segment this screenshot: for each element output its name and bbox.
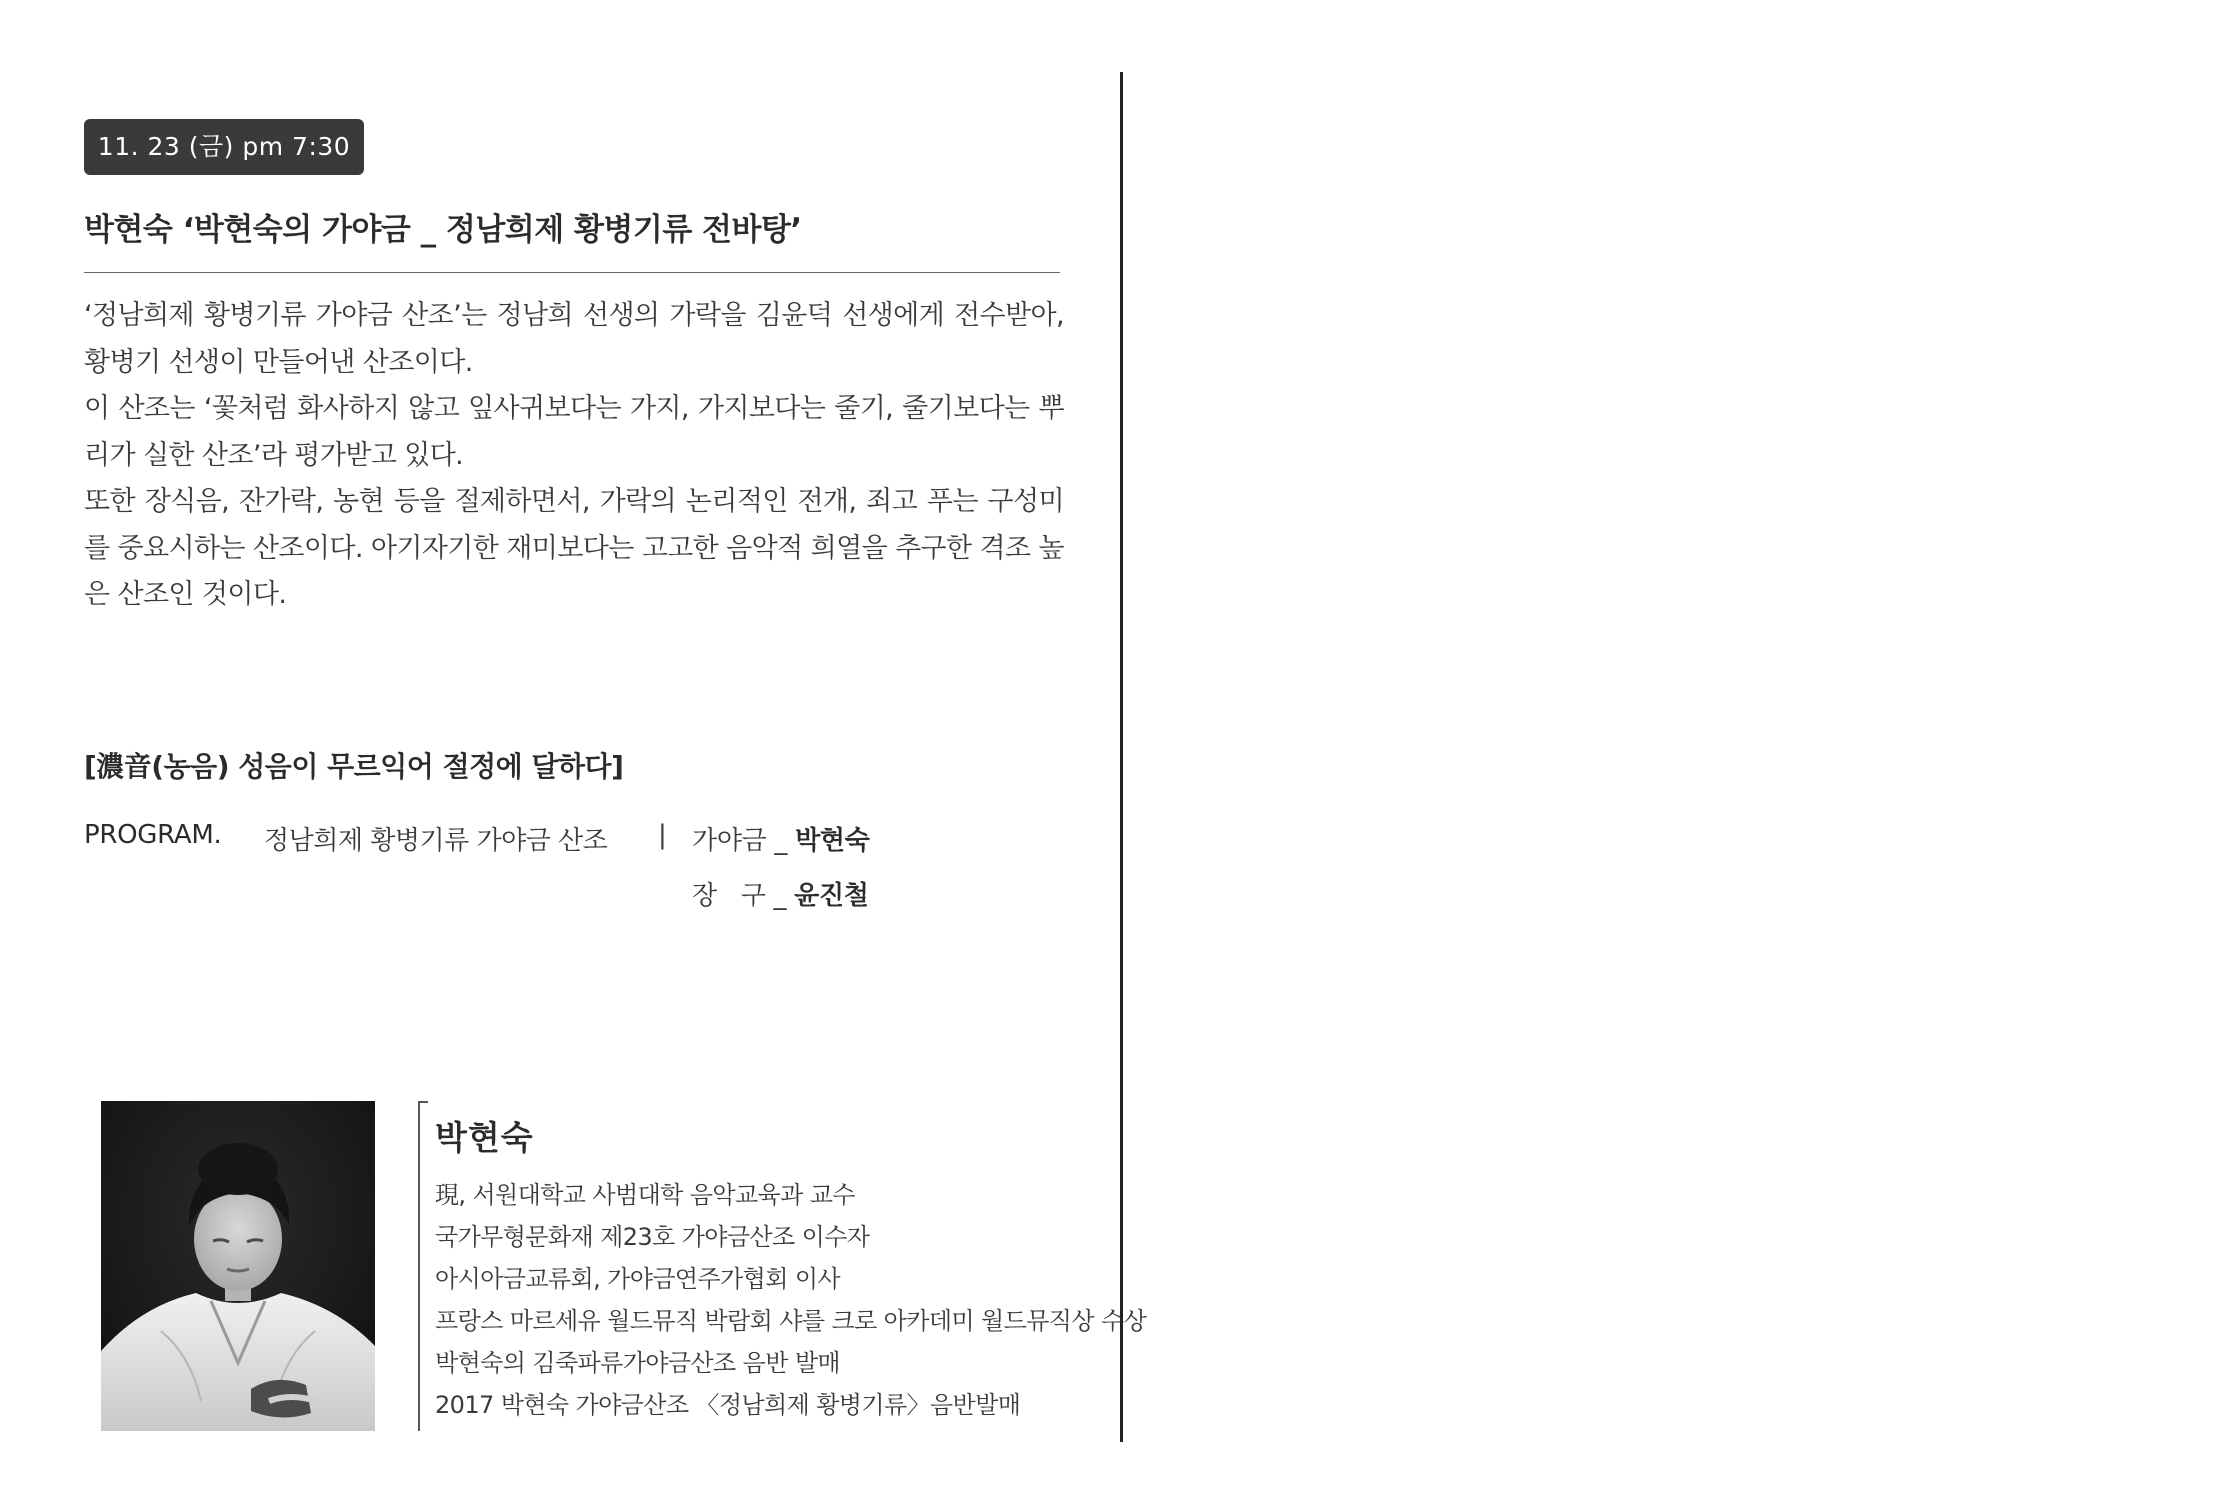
career-list (435, 1174, 1147, 1426)
concert-title: 박현숙 ‘박현숙의 가야금 _ 정남희제 황병기류 전바탕’ (84, 212, 802, 248)
date-badge: 11. 23 (금) pm 7:30 (84, 119, 364, 175)
performer-portrait-image (101, 1101, 375, 1431)
performer-gayageum (692, 820, 870, 857)
concert-subheading: [濃音(농음) 성음이 무르익어 절정에 달하다] (84, 750, 624, 783)
title-rule (84, 272, 1060, 273)
description-paragraph-1: ‘정남희제 황병기류 가야금 산조’는 정남희 선생의 가락을 김윤덕 선생에게 전수받아, 황병기 선생이 만들어낸 산조이다. (84, 300, 1064, 378)
program-piece: 정남희제 황병기류 가야금 산조 (264, 826, 608, 856)
program-separator: | (658, 820, 667, 850)
profile-bracket-line (418, 1101, 420, 1431)
career-item: 박현숙의 김죽파류가야금산조 음반 발매 (435, 1349, 841, 1377)
career-item: 프랑스 마르세유 월드뮤직 박람회 샤를 크로 아카데미 월드뮤직상 수상 (435, 1307, 1147, 1335)
description-paragraph-3: 또한 장식음, 잔가락, 농현 등을 절제하면서, 가락의 논리적인 전개, 죄고 푸는 구성미를 중요시하는 산조이다. 아기자기한 재미보다는 고고한 음악적 희열을 추구한 격조 높은 산조인 것이다. (84, 486, 1064, 610)
performer-role: 가야금 _ (692, 826, 796, 856)
performer-name: 박현숙 (795, 826, 870, 856)
career-item: 2017 박현숙 가야금산조 〈정남희제 황병기류〉음반발매 (435, 1391, 1021, 1419)
performer-name: 윤진철 (794, 881, 869, 911)
performer-photo (101, 1101, 375, 1431)
profile-name: 박현숙 (435, 1118, 534, 1157)
career-item: 現, 서원대학교 사범대학 음악교육과 교수 (435, 1181, 855, 1209)
description-paragraph-2: 이 산조는 ‘꽃처럼 화사하지 않고 잎사귀보다는 가지, 가지보다는 줄기, 줄기보다는 뿌리가 실한 산조’라 평가받고 있다. (84, 393, 1064, 471)
career-item: 아시아금교류회, 가야금연주가협회 이사 (435, 1265, 841, 1293)
page-divider (1120, 72, 1123, 1442)
career-item: 국가무형문화재 제23호 가야금산조 이수자 (435, 1223, 870, 1251)
profile-bracket-tick (418, 1101, 428, 1103)
performer-janggu (692, 875, 869, 912)
program-label: PROGRAM. (84, 820, 222, 850)
concert-description (84, 293, 1064, 619)
performer-role: 장 구 _ (692, 881, 795, 911)
